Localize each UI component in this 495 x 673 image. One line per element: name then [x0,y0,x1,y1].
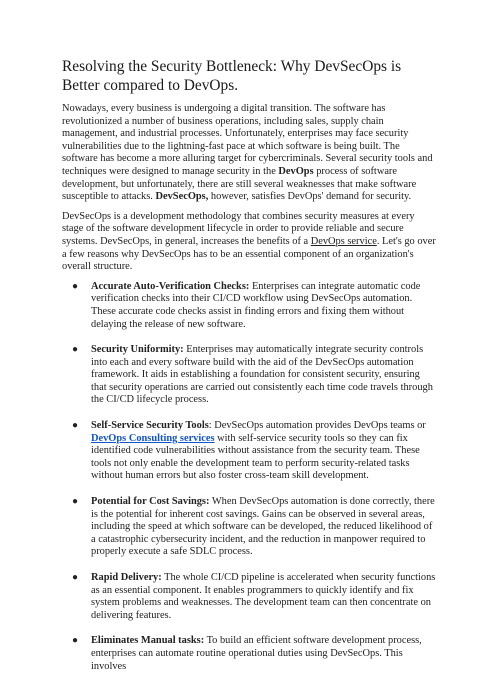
bullet-icon: ● [72,280,79,292]
intro-paragraph-2 [62,211,437,274]
bullet-icon: ● [72,496,79,508]
list-item-auto-verification [62,281,437,331]
devops-consulting-services-link[interactable]: DevOps Consulting services [91,432,215,444]
bullet-icon: ● [72,344,79,356]
bullet-icon: ● [72,572,79,583]
benefits-list [62,281,437,673]
list-item-title: Security Uniformity: [91,344,184,356]
bullet-icon: ● [72,635,79,647]
list-item-title: Potential for Cost Savings: [91,496,210,508]
list-item-title: Eliminates Manual tasks: [91,635,205,647]
list-item-text: The whole CI/CD pipeline is accelerated when security functions as an essential component. It enables programmers to quickly identify and fix system problems and weaknesses. The development team can then concentrate on delivering features. [91,572,436,621]
list-item-title: Self-Service Security Tools [91,420,209,432]
intro-p1-text-e: however, satisfies DevOps' demand for security. [208,191,412,203]
list-item-eliminates-manual-tasks [62,635,437,673]
intro-p2-text-a: DevSecOps is a development methodology that combines security measures at every stage of the software development lifecycle in order to provide reliable and secure systems. DevSecOps, in general, increases the benefits of a [62,210,415,247]
intro-p1-devsecops-bold: DevSecOps, [155,191,209,203]
list-item-title: Accurate Auto-Verification Checks: [91,280,250,292]
bullet-icon: ● [72,420,79,432]
list-item-text: Enterprises may automatically integrate security controls into each and every software build with the aid of the DevSecOps automation framework. It aids in establishing a foundation for consistent security, ensuring that security operations are carried out consistently each time code travels through the CI/CD lifecycle process. [91,344,433,406]
devops-service-link[interactable]: DevOps service [310,235,377,247]
list-item-rapid-delivery [62,572,437,622]
list-item-text-b: with self-service security tools so they can fix identified code vulnerabilities without assistance from the security team. These tools not only enable the development team to perform security-related tasks without human errors but also foster cross-team skill development. [91,432,420,482]
intro-p1-text-a: Nowadays, every business is undergoing a digital transition. The software has revolutionized a number of business operations, including sales, supply chain management, and industrial processes. Unfortunately, enterprises may face security vulnerabilities due to the lightning-fast pace at which software is being built. The software has become a more alluring target for cybercriminals. Several security tools and techniques were designed to manage security in the [62,103,433,177]
intro-p1-text-c: process of software development, but unfortunately, there are still several weaknesses that make software susceptible to attacks. [62,165,417,203]
list-item-text: Enterprises can integrate automatic code verification checks into their CI/CD workflow using DevSecOps automation. These accurate code checks assist in finding errors and fixing them without delaying the release of new software. [91,280,421,330]
list-item-text: When DevSecOps automation is done correctly, there is the potential for inherent cost savings. Gains can be observed in several areas, including the speed at which software can be developed, the reduced likelihood of a catastrophic cybersecurity incident, and the reduction in manpower required to properly execute a safe SDLC process. [91,496,435,558]
list-item-security-uniformity [62,344,437,407]
list-item-cost-savings [62,496,437,559]
intro-paragraph-1 [62,103,437,204]
list-item-text: To build an efficient software development process, enterprises can automate routine operational duties using DevSecOps. This involves [91,635,422,672]
list-item-title: Rapid Delivery: [91,572,162,583]
list-item-self-service-tools [62,420,437,483]
page-title: Resolving the Security Bottleneck: Why DevSecOps is Better compared to DevOps. [62,58,402,94]
intro-p2-text-b: . Let's go over a few reasons why DevSecOps has to be an essential component of an organization's overall structure. [62,235,436,273]
intro-p1-devops-bold: DevOps [278,165,314,177]
list-item-text-a: : DevSecOps automation provides DevOps teams or [208,420,426,432]
